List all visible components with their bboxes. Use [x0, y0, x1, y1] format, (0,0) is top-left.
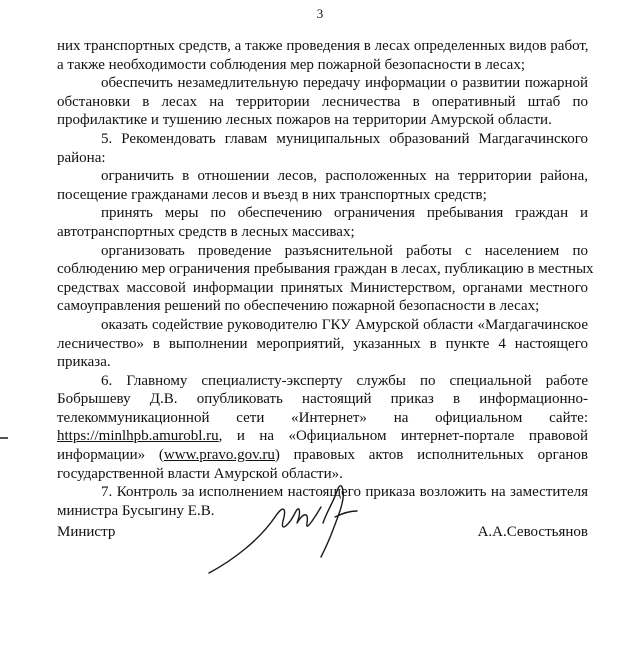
text-line: соблюдению мер ограничения пребывания граждан в лесах, публикацию в местных [57, 261, 594, 278]
text-line: обстановки в лесах на территории лесничества в оперативный штаб по [57, 93, 588, 110]
text-line: организовать проведение разъяснительной работы с населением по [101, 242, 588, 259]
page-number: 3 [316, 6, 324, 21]
signature-block [57, 523, 588, 543]
text-line: них транспортных средств, а также проведения в лесах определенных видов работ, [57, 38, 589, 54]
text-line: 5. Рекомендовать главам муниципальных образований Магдагачинского [101, 130, 588, 147]
margin-mark [0, 437, 8, 439]
text-line: министра Бусыгину Е.В. [57, 502, 215, 519]
text-line: средствах массовой информации принятых Министерством, органами местного [57, 279, 588, 296]
text-line: принять меры по обеспечению ограничения пребывания граждан и [101, 205, 588, 222]
text-line: 6. Главному специалисту-эксперту службы по специальной работе [101, 372, 588, 389]
text-line: ограничить в отношении лесов, расположенных на территории района, [101, 168, 588, 185]
text-line: самоуправления решений по обеспечению пожарной безопасности в лесах; [57, 298, 540, 315]
text-line-with-link: https://minlhpb.amurobl.ru, и на «Официальном интернет-портале правовой [57, 428, 588, 445]
document-body [57, 37, 594, 520]
text-line: посещение гражданами лесов и въезд в них транспортных средств; [57, 186, 487, 203]
text-line: профилактике и тушению лесных пожаров на территории Амурской области. [57, 112, 552, 129]
pravo-gov-link[interactable]: www.pravo.gov.ru [163, 447, 275, 464]
ministry-website-link[interactable]: https://minlhpb.amurobl.ru [57, 428, 219, 445]
text-line: приказа. [57, 354, 111, 371]
signatory-name: А.А.Севостьянов [477, 524, 588, 540]
signatory-title: Министр [57, 524, 116, 540]
text-line: оказать содействие руководителю ГКУ Амурской области «Магдагачинское [101, 316, 588, 333]
text-line: телекоммуникационной сети «Интернет» на официальном сайте: [57, 409, 588, 426]
text-line: района: [57, 149, 106, 166]
text-line: лесничество» в выполнении мероприятий, указанных в пункте 4 настоящего [57, 335, 588, 352]
text-line-with-link: информации» (www.pravo.gov.ru) правовых актов исполнительных органов [57, 447, 588, 464]
text-line: Бобрышеву Д.В. опубликовать настоящий приказ в информационно- [57, 391, 588, 408]
text-line: 7. Контроль за исполнением настоящего приказа возложить на заместителя [101, 484, 588, 501]
text-line: государственной власти Амурской области». [57, 465, 343, 482]
text-line: автотранспортных средств в лесных массивах; [57, 223, 355, 240]
text-line: обеспечить незамедлительную передачу информации о развитии пожарной [101, 75, 588, 92]
text-line: а также необходимости соблюдения мер пожарной безопасности в лесах; [57, 56, 526, 73]
